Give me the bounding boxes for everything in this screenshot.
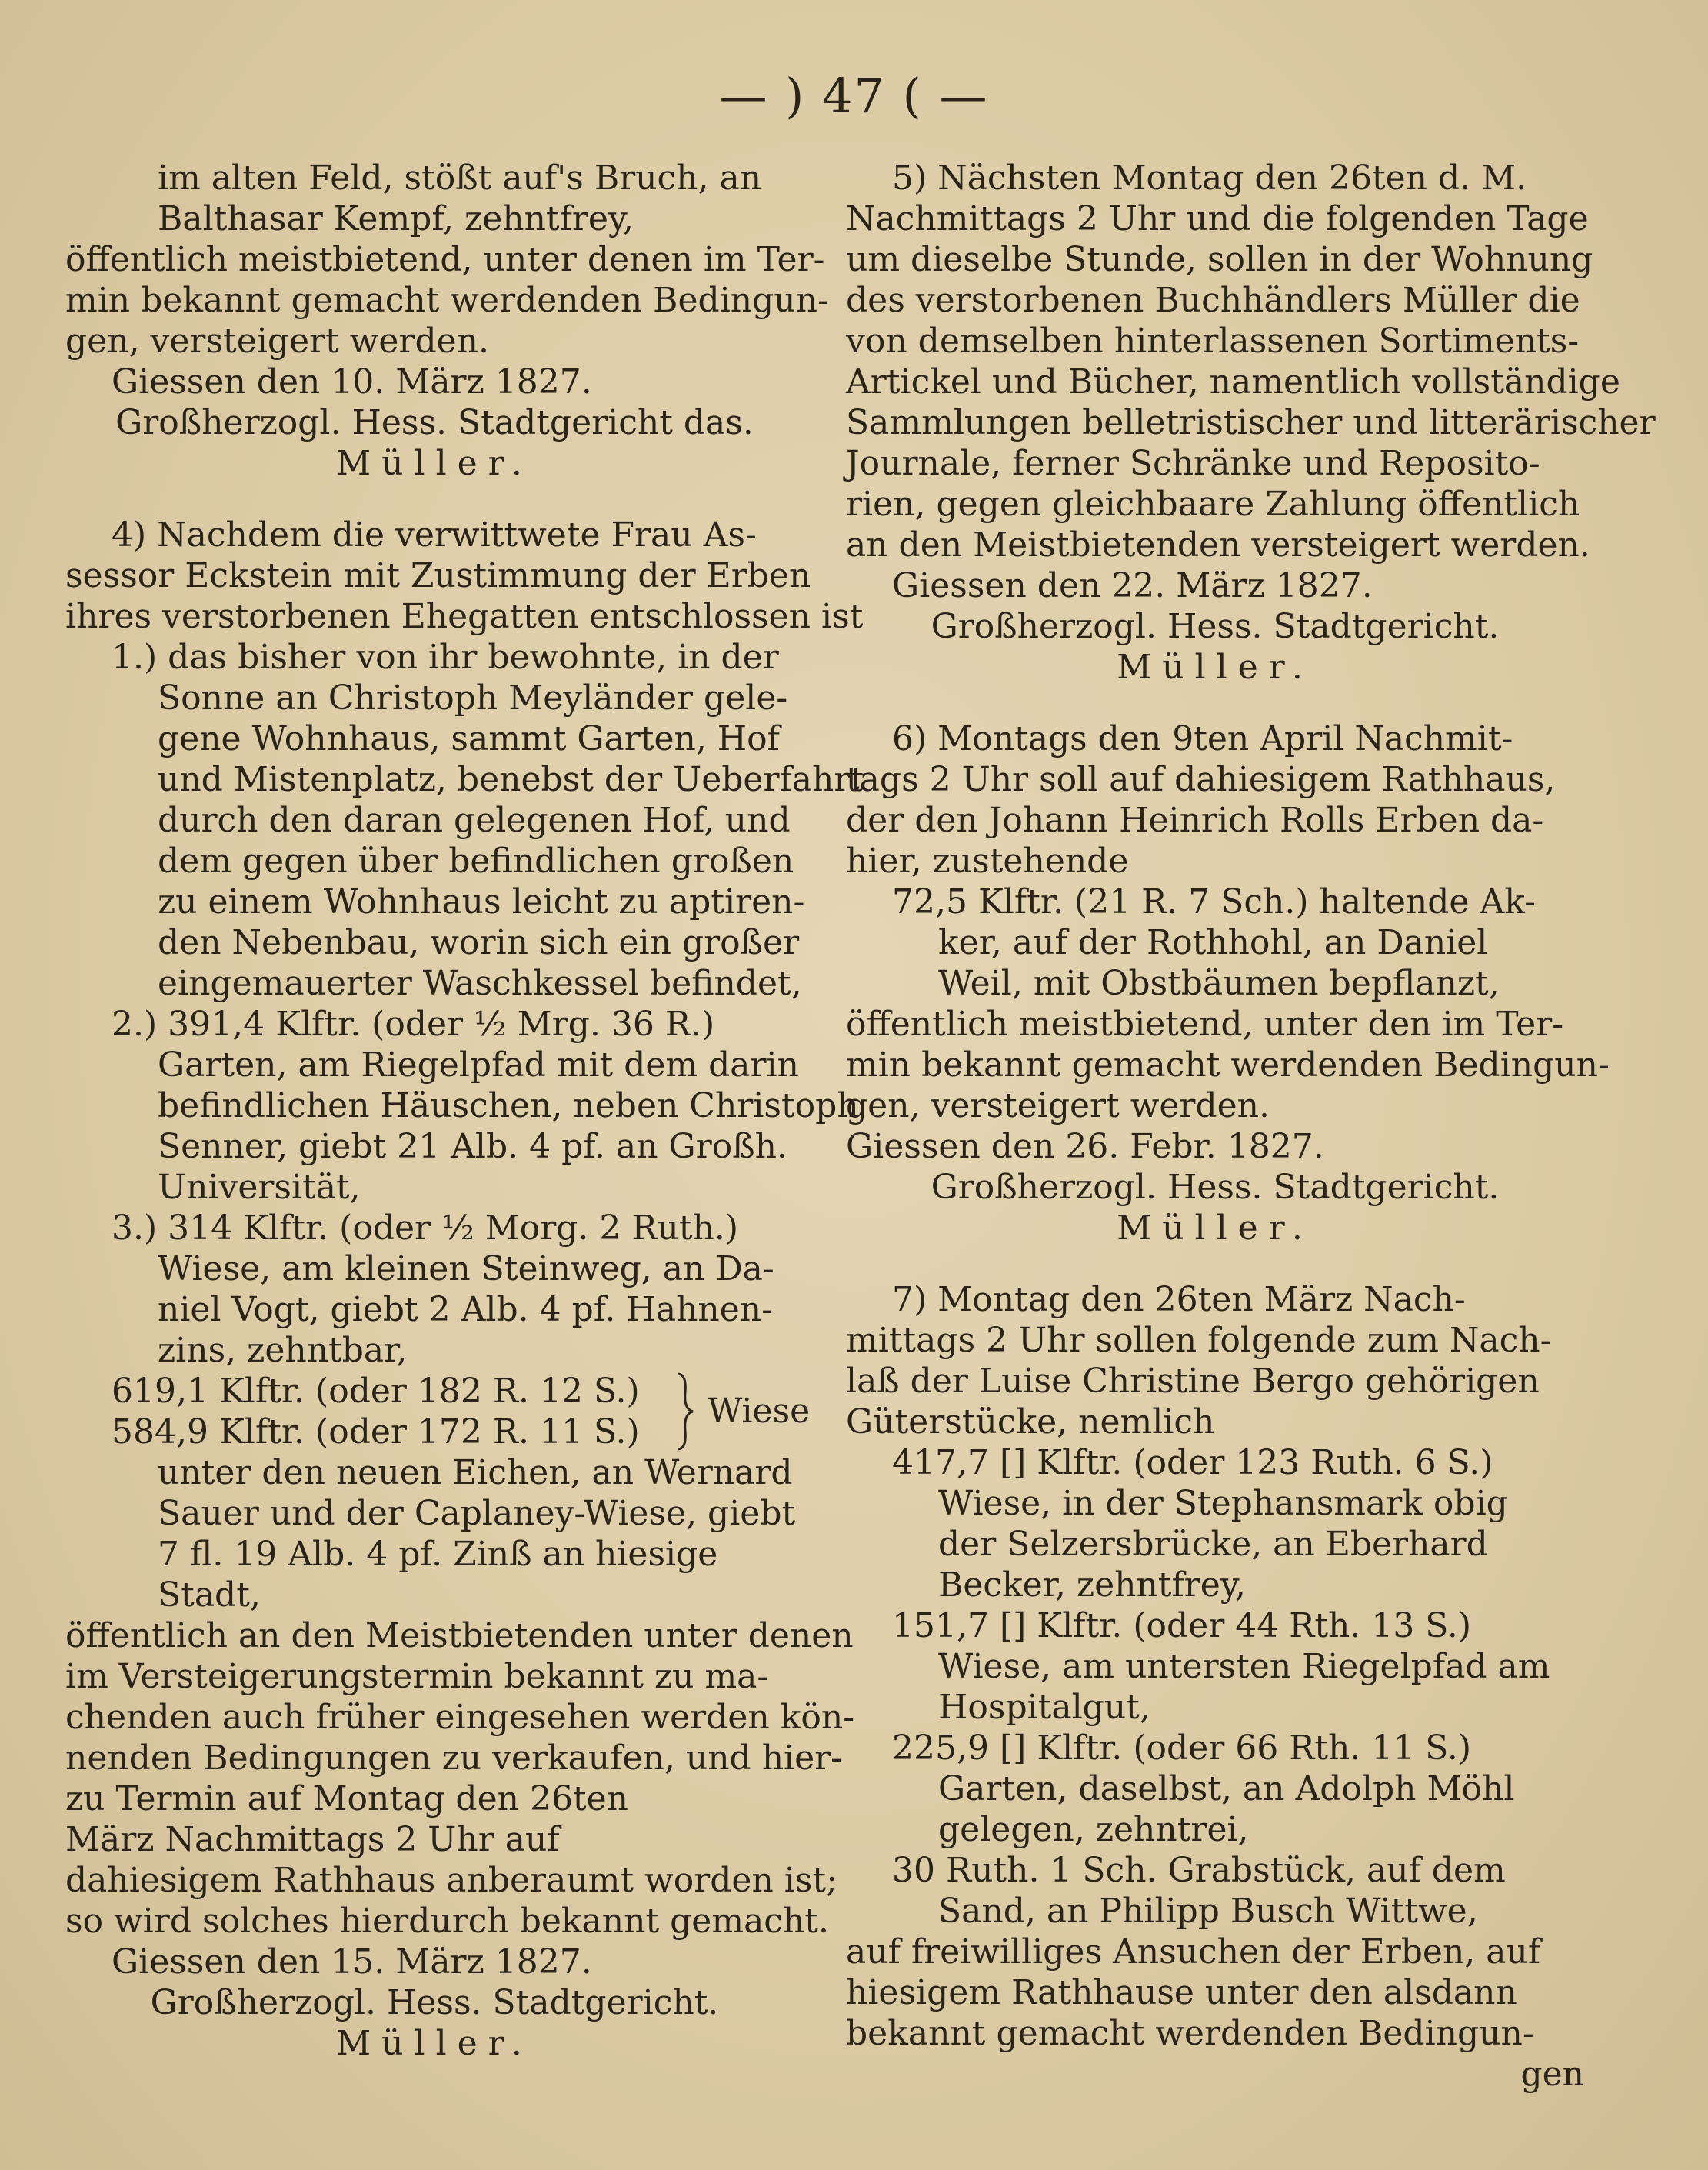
- text-line: März Nachmittags 2 Uhr auf: [65, 1820, 560, 1859]
- text-line: von demselben hinterlassenen Sortiments-: [846, 322, 1580, 361]
- catchword: gen: [1520, 2055, 1584, 2094]
- text-line: Garten, daselbst, an Adolph Möhl: [938, 1769, 1515, 1808]
- text-line: 4) Nachdem die verwittwete Frau As-: [112, 515, 757, 555]
- text-line: Nachmittags 2 Uhr und die folgenden Tage: [846, 199, 1589, 238]
- item-line: 72,5 Klftr. (21 R. 7 Sch.) haltende Ak-: [892, 882, 1536, 922]
- item-line: 30 Ruth. 1 Sch. Grabstück, auf dem: [892, 1851, 1506, 1890]
- text-line: gene Wohnhaus, sammt Garten, Hof: [158, 719, 780, 758]
- text-line: befindlichen Häuschen, neben Christoph: [158, 1086, 859, 1125]
- court-signature: Großherzogl. Hess. Stadtgericht.: [931, 1168, 1500, 1207]
- text-line: dem gegen über befindlichen großen: [158, 842, 794, 881]
- text-line: nenden Bedingungen zu verkaufen, und hier-: [65, 1738, 843, 1778]
- text-line: Sammlungen belletristischer und litterärischer: [846, 403, 1656, 442]
- curly-brace-icon: [673, 1371, 696, 1452]
- text-line: 7 fl. 19 Alb. 4 pf. Zinß an hiesige: [158, 1535, 718, 1574]
- text-line: öffentlich an den Meistbietenden unter denen: [65, 1616, 854, 1655]
- text-line: 6) Montags den 9ten April Nachmit-: [892, 719, 1513, 758]
- item-line: 225,9 [] Klftr. (oder 66 Rth. 11 S.): [892, 1728, 1472, 1768]
- text-line: und Mistenplatz, benebst der Ueberfahrt: [158, 760, 864, 799]
- text-line: im alten Feld, stößt auf's Bruch, an: [158, 158, 762, 198]
- text-line: um dieselbe Stunde, sollen in der Wohnung: [846, 240, 1593, 279]
- text-line: Hospitalgut,: [938, 1688, 1150, 1727]
- text-line: hiesigem Rathhause unter den alsdann: [846, 1973, 1517, 2012]
- text-line: zins, zehntbar,: [158, 1331, 408, 1370]
- text-line: sessor Eckstein mit Zustimmung der Erben: [65, 556, 811, 595]
- text-line: dahiesigem Rathhaus anberaumt worden ist;: [65, 1861, 837, 1900]
- text-line: Artickel und Bücher, namentlich vollständige: [846, 362, 1620, 402]
- text-line: Wiese, in der Stephansmark obig: [938, 1484, 1508, 1523]
- text-line: der Selzersbrücke, an Eberhard: [938, 1525, 1488, 1564]
- text-line: Senner, giebt 21 Alb. 4 pf. an Großh.: [158, 1127, 787, 1166]
- dateline: Giessen den 26. Febr. 1827.: [846, 1127, 1324, 1166]
- text-line: chenden auch früher eingesehen werden kön-: [65, 1698, 855, 1737]
- text-line: min bekannt gemacht werdenden Bedingun-: [65, 281, 829, 320]
- text-line: bekannt gemacht werdenden Bedingun-: [846, 2014, 1534, 2053]
- text-line: Balthasar Kempf, zehntfrey,: [158, 199, 634, 238]
- item-line: 417,7 [] Klftr. (oder 123 Ruth. 6 S.): [892, 1443, 1493, 1482]
- text-line: Becker, zehntfrey,: [938, 1565, 1246, 1605]
- text-line: Weil, mit Obstbäumen bepflanzt,: [938, 964, 1500, 1003]
- text-line: Journale, ferner Schränke und Reposito-: [846, 444, 1540, 483]
- text-line: niel Vogt, giebt 2 Alb. 4 pf. Hahnen-: [158, 1290, 773, 1329]
- text-line: min bekannt gemacht werdenden Bedingun-: [846, 1045, 1610, 1085]
- court-signature: Großherzogl. Hess. Stadtgericht.: [931, 607, 1500, 646]
- text-line: öffentlich meistbietend, unter den im Ter-: [846, 1005, 1564, 1044]
- court-signature: Großherzogl. Hess. Stadtgericht.: [150, 1983, 719, 2022]
- wiese-label: Wiese: [708, 1392, 811, 1431]
- text-line: Wiese, am kleinen Steinweg, an Da-: [158, 1249, 774, 1288]
- text-line: an den Meistbietenden versteigert werden.: [846, 525, 1590, 565]
- continued-notice: [65, 158, 804, 239]
- text-line: Sauer und der Caplaney-Wiese, giebt: [158, 1494, 796, 1533]
- text-line: der den Johann Heinrich Rolls Erben da-: [846, 801, 1544, 840]
- text-line: hier, zustehende: [846, 842, 1129, 881]
- text-line: gelegen, zehntrei,: [938, 1810, 1249, 1849]
- text-line: 5) Nächsten Montag den 26ten d. M.: [892, 158, 1527, 198]
- text-line: zu Termin auf Montag den 26ten: [65, 1779, 628, 1818]
- text-line: unter den neuen Eichen, an Wernard: [158, 1453, 793, 1492]
- court-signature: Großherzogl. Hess. Stadtgericht das.: [115, 403, 754, 442]
- wiese-group: [65, 1371, 811, 1452]
- item-line: 3.) 314 Klftr. (oder ½ Morg. 2 Ruth.): [112, 1208, 739, 1248]
- left-column: [65, 158, 864, 2064]
- item-line: 151,7 [] Klftr. (oder 44 Rth. 13 S.): [892, 1606, 1472, 1645]
- text-line: auf freiwilliges Ansuchen der Erben, auf: [846, 1932, 1541, 1972]
- signatory-name: Müller.: [1117, 648, 1313, 687]
- text-line: Universität,: [158, 1168, 361, 1207]
- text-line: gen, versteigert werden.: [65, 322, 489, 361]
- dateline: Giessen den 22. März 1827.: [892, 566, 1373, 605]
- text-line: Sonne an Christoph Meyländer gele-: [158, 678, 788, 718]
- text-line: 7) Montag den 26ten März Nach-: [892, 1280, 1466, 1319]
- text-line: durch den daran gelegenen Hof, und: [158, 801, 791, 840]
- text-line: des verstorbenen Buchhändlers Müller die: [846, 281, 1580, 320]
- text-line: Sand, an Philipp Busch Wittwe,: [938, 1892, 1478, 1931]
- text-line: öffentlich meistbietend, unter denen im Ter-: [65, 240, 825, 279]
- item-line: 2.) 391,4 Klftr. (oder ½ Mrg. 36 R.): [112, 1005, 715, 1044]
- page-number-header: — ) 47 ( —: [719, 68, 989, 124]
- text-line: den Nebenbau, worin sich ein großer: [158, 923, 800, 962]
- text-line: 584,9 Klftr. (oder 172 R. 11 S.): [112, 1412, 640, 1452]
- text-line: Stadt,: [158, 1575, 261, 1615]
- text-line: 619,1 Klftr. (oder 182 R. 12 S.): [112, 1372, 640, 1411]
- text-line: ker, auf der Rothhohl, an Daniel: [938, 923, 1488, 962]
- notice-6: [846, 718, 1610, 1248]
- text-line: ihres verstorbenen Ehegatten entschlossen ist: [65, 597, 864, 636]
- dateline: Giessen den 10. März 1827.: [112, 362, 592, 402]
- right-column: [846, 158, 1656, 2095]
- notice-5: [846, 158, 1656, 688]
- notice-7: [846, 1279, 1584, 2095]
- dateline: Giessen den 15. März 1827.: [112, 1942, 592, 1982]
- text-line: im Versteigerungstermin bekannt zu ma-: [65, 1657, 769, 1696]
- text-line: tags 2 Uhr soll auf dahiesigem Rathhaus,: [846, 760, 1556, 799]
- text-line: eingemauerter Waschkessel befindet,: [158, 964, 802, 1003]
- text-line: so wird solches hierdurch bekannt gemacht.: [65, 1902, 829, 1941]
- signatory-name: Müller.: [336, 2024, 533, 2063]
- text-line: Garten, am Riegelpfad mit dem darin: [158, 1045, 799, 1085]
- text-line: Güterstücke, nemlich: [846, 1402, 1215, 1442]
- text-line: rien, gegen gleichbaare Zahlung öffentlich: [846, 485, 1580, 524]
- text-line: zu einem Wohnhaus leicht zu aptiren-: [158, 882, 805, 922]
- item-line: 1.) das bisher von ihr bewohnte, in der: [112, 638, 779, 677]
- text-line: Wiese, am untersten Riegelpfad am: [938, 1647, 1550, 1686]
- signatory-name: Müller.: [336, 444, 533, 483]
- text-line: mittags 2 Uhr sollen folgende zum Nach-: [846, 1321, 1552, 1360]
- text-line: gen, versteigert werden.: [846, 1086, 1270, 1125]
- signatory-name: Müller.: [1117, 1208, 1313, 1248]
- notice-4: [65, 515, 864, 2064]
- text-line: laß der Luise Christine Bergo gehörigen: [846, 1362, 1540, 1401]
